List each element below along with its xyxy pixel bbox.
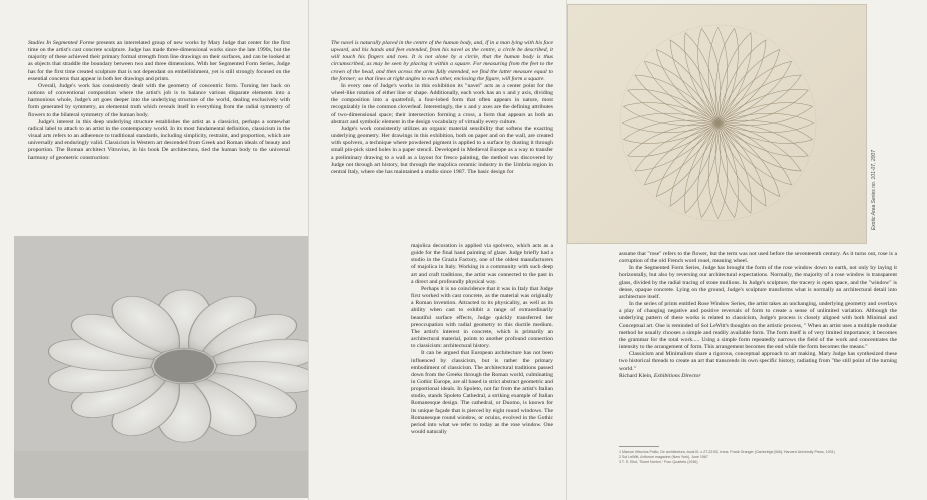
drawing-petal-line — [624, 114, 721, 165]
signature — [619, 373, 897, 380]
left-page — [0, 0, 308, 500]
paragraph: Perhaps it is no coincidence that it was in Italy that Judge first worked with cast concrete, as the material was originally a Roman invention. Attracted to its physicality, as well as its ability when cast to exhibit a range of extraordinarily beautiful surface effects, Judge quickly transferred her preoccupation with radial geometry to this ductile medium. The artist's interest in concrete, which is primarily an architectural material, points to another profound connection to classicism: architectural history. — [411, 285, 553, 350]
vitruvius-quote: The navel is naturally placed in the centre of the human body, and, if in a man lying with his face upward, and his hands and feet extended, from his navel as the centre, a circle be described, it will touch his fingers and toes. It is not alone by a circle, that the human body is thus circumscribed, as may be seen by placing it within a square. For measuring from the feet to the crown of the head, and then across the arms fully extended, we find the latter measure equal to the former; so that lines at right angles to each other, enclosing the figure, will form a square. — [331, 40, 553, 82]
paragraph: Classicism and Minimalism share a rigorous, conceptual approach to art making. Mary Judge has synthesized these two historical threads to create an art that transcends its own specific history, radiating from "the still point of the turning world." — [619, 351, 897, 372]
concrete-rosette-sculpture — [14, 236, 342, 498]
drawing-petal-line — [718, 113, 814, 133]
drawing-petal-line — [715, 81, 812, 132]
drawing-petal-line — [710, 35, 775, 128]
essay-column-middle-continued — [411, 243, 553, 436]
drawing-petal-line — [624, 81, 721, 132]
paragraph: In the series of prints entitled Rose Window Series, the artist takes an unchanging, underlying geometry and overlays a play of changing negative and positive reversals of form to create a sense of unlimited variation. Although the underlying pattern of these works is related to classicism, Judge's process is closely aligned with both Minimal and Conceptual art. One is reminded of Sol LeWitt's thoughts on the artistic process, " When an artist uses a multiple modular method he usually chooses a simple and readily available form. The form itself is of very limited importance; it becomes the grammar for the total work..... Using a simple form repeatedly narrows the field of the work and concentrates the intensity to the arrangement of form. This arrangement becomes the end while the form becomes the means." — [619, 301, 897, 351]
right-page — [566, 0, 927, 500]
essay-column-left — [28, 40, 290, 162]
paragraph — [28, 40, 290, 83]
drawing-petal-line — [676, 120, 727, 217]
drawing-caption: Exotic Area Series no. 101-07, 2007 — [871, 150, 877, 231]
essay-column-right — [619, 251, 897, 380]
paragraph: In every one of Judge's works in this exhibition its "navel" acts as a center point for the wheel-like rotation of either line or shape. Additionally, each work has an x and y axis, dividing the composition into a quatrefoil, a four-lobed form that often appears in nature, most recognizably in the common cloverleaf. Interestingly, the x and y axes are the defining attributes of two-dimensional space; their intersection forming a cross, a form that appears as both an abstract and symbolic element in the design vocabulary of virtually every culture. — [331, 82, 553, 125]
drawing-petal-line — [630, 67, 723, 132]
footnote: 2 Sol LeWitt, Artforum magazine (New York), June 1967 — [619, 455, 708, 459]
drawing-petal-line — [622, 113, 718, 133]
paragraph: It can be argued that European architecture has not been influenced by classicism, but is rather the primary embodiment of classicism. The architectural traditions passed down from the Greeks through the Roman world, culminating in Gothic Europe, are all based in strict abstract geometric and proportional ideals. In Spoleto, not far from the artist's Italian studio, stands Spoleto Cathedral, a striking example of Italian Romanesque design. The cathedral, or Duomo, is known for its unique façade that is pierced by eight round windows. The Romanesque round window, or oculus, evolved in the Gothic period into what we refer to today as the rose window. One would naturally — [411, 350, 553, 436]
drawing-petal-line — [713, 67, 806, 132]
paragraph: In the Segmented Form Series, Judge has brought the form of the rose window down to earth, not only by laying it horizontally, but also by reversing our architectural expectations. Normally, the majority of a rose window is transparent glass, divided by the radial tracing of stone mullions. In Judge's sculpture, the tracery is open space, and the "window" is dense, opaque concrete. Lying on the ground, Judge's sculpture transforms what is normally an architectural detail into architecture itself. — [619, 265, 897, 300]
essay-column-middle — [331, 40, 553, 176]
drawing-petal-line — [662, 118, 727, 211]
paragraph: Overall, Judge's work has consistently dealt with the geometry of concentric form. Turning her back on notions of conventional composition where the artist's job is to balance various disparate elements into a harmonious whole, Judge's art goes deeper into the underlying structure of the world, dealing exclusively with form generated by symmetry, an elemental truth which reveals itself in everything from the radial symmetry of flowers to the bilateral symmetry of the human body. — [28, 82, 290, 118]
drawing-petal-line — [709, 120, 760, 217]
drawing-petal-line — [708, 123, 728, 219]
spolvero-drawing-photo — [567, 4, 867, 244]
radial-drawing — [568, 5, 867, 244]
drawing-petal-line — [708, 27, 728, 123]
drawing-petal-line — [713, 115, 806, 180]
paragraph: Judge's work consistently utilizes an organic material sensibility that softens the exacting underlying geometry. Her drawings in this exhibition, both on paper and on the wall, are created with spolvero, a technique where powdered pigment is applied to a surface by dusting it through small pin-pick sized holes in a paper stencil. Developed in Medieval Europe as a way to transfer a preliminary drawing to a wall as a layout for fresco painting, the method was discovered by Judge not through art history, but through the majolica ceramic industry in the Umbria region in central Italy, where she has maintained a studio since 1987. The basic design for — [331, 125, 553, 175]
drawing-petal-line — [715, 114, 812, 165]
footnotes — [619, 450, 897, 465]
paragraph: assume that "rose" refers to the flower, but the term was not used before the seventeenth century. As it turns out, rose is a corruption of the old French word rouel, meaning wheel. — [619, 251, 897, 265]
middle-page — [308, 0, 566, 500]
drawing-petal-line — [709, 29, 760, 126]
drawing-petal-line — [710, 118, 775, 211]
drawing-petal-line — [676, 29, 727, 126]
drawing-petal-line — [630, 115, 723, 180]
sculpture-photo — [14, 236, 342, 498]
author-name: Richard Klein, — [619, 372, 653, 379]
exhibition-title: Studies In Segmented Forme — [28, 40, 95, 46]
paragraph: Judge's interest in this deep underlying structure establishes the artist as a classicist, perhaps a somewhat radical label to attach to an artist in the contemporary world. In its most fundamental definition, classicism in the visual arts refers to an adherence to traditional standards, including simplicity, restraint, and proportion, which are universally and enduringly valid. Classicism in Western art descended from Greek and Roman ideals of beauty and proportion. The Roman architect Vitruvius, in his book De architectura, tied the human body to the universal harmony of geometric construction: — [28, 118, 290, 161]
footnote: 1 Marcus Vitruvius Pollio, De architectura, book III, c.27-23 BC, trans. Frank Granger (Cambridge [MA]: Harvard University Press, 1931) — [619, 450, 835, 454]
footnote: 3 T. S. Eliot, "Burnt Norton," Four Quartets (1936) — [619, 460, 698, 464]
author-role: Exhibitions Director — [653, 372, 701, 379]
drawing-petal-line — [662, 35, 727, 128]
footnote-divider — [619, 446, 659, 447]
paragraph-text: presents an interrelated group of new works by Mary Judge that center for the first time on the artist's cast concrete sculpture. Judge has made three-dimensional works since the late 1990s, but the majority of these achieved their primary formal strength from line drawings on their surfaces, and can be looked at as objects that straddle the boundary between two and three dimensions. With her Segmented Form Series, Judge has for the first time created sculpture that is not dependant on embellishment, yet is still strongly focused on the essential concerns that appear in both her drawings and prints. — [28, 40, 290, 82]
paragraph: majolica decoration is applied via spolvero, which acts as a guide for the final hand painting of glaze. Judge briefly had a studio in the Grazia Factory, one of the oldest manufacturers of majolica in Italy. Working in a community with such deep art and craft traditions, the artist was connected to the past in a direct and profoundly physical way. — [411, 243, 553, 285]
